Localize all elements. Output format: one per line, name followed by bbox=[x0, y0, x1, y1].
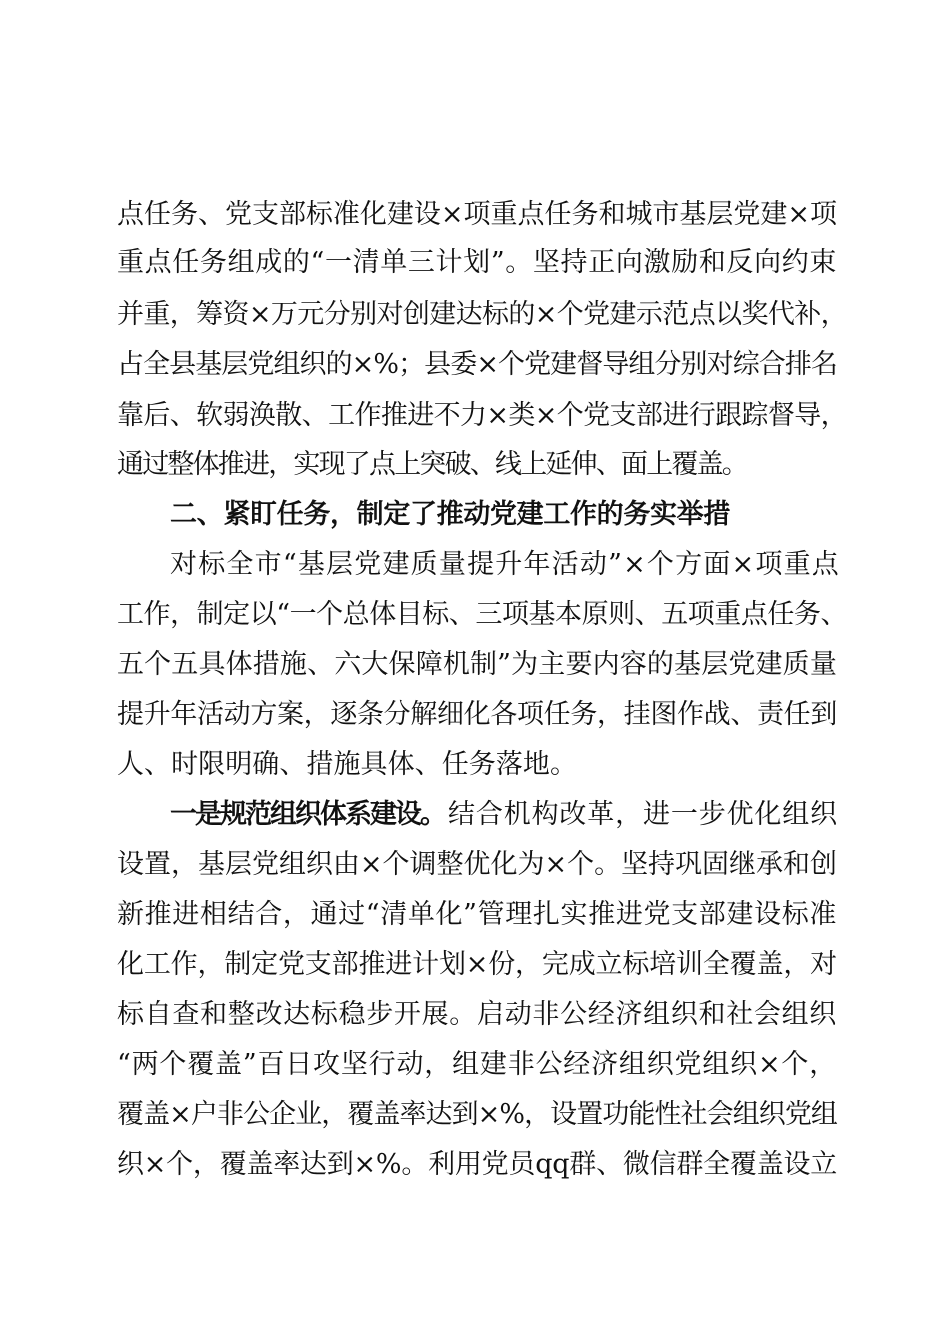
paragraph-line: 覆盖×户非公企业，覆盖率达到×%，设置功能性社会组织党组 bbox=[117, 1099, 837, 1130]
paragraph-line: 工作，制定以“一个总体目标、三项基本原则、五项重点任务、 bbox=[117, 599, 847, 630]
paragraph-line: 结合机构改革，进一步优化组织 bbox=[448, 799, 838, 830]
paragraph-line: 通过整体推进，实现了点上突破、线上延伸、面上覆盖。 bbox=[117, 449, 747, 480]
paragraph-line: 人、时限明确、措施具体、任务落地。 bbox=[117, 749, 577, 780]
paragraph-line: 新推进相结合，通过“清单化”管理扎实推进党支部建设标准 bbox=[117, 899, 837, 930]
paragraph-line: 五个五具体措施、六大保障机制”为主要内容的基层党建质量 bbox=[117, 649, 837, 680]
paragraph-line: 点任务、党支部标准化建设×项重点任务和城市基层党建×项 bbox=[117, 199, 837, 230]
paragraph-line: 占全县基层党组织的×%；县委×个党建督导组分别对综合排名 bbox=[117, 349, 837, 380]
paragraph-line: 靠后、软弱涣散、工作推进不力×类×个党支部进行跟踪督导， bbox=[117, 400, 847, 431]
paragraph-line: “两个覆盖”百日攻坚行动，组建非公经济组织党组织×个， bbox=[117, 1049, 837, 1080]
paragraph-line: 织×个，覆盖率达到×%。利用党员qq群、微信群全覆盖设立 bbox=[117, 1149, 837, 1180]
subsection-lead: 一是规范组织体系建设。 bbox=[170, 799, 445, 830]
paragraph-line: 重点任务组成的“一清单三计划”。坚持正向激励和反向约束 bbox=[117, 247, 837, 278]
paragraph-line: 化工作，制定党支部推进计划×份，完成立标培训全覆盖，对 bbox=[117, 949, 837, 980]
paragraph-line: 提升年活动方案，逐条分解细化各项任务，挂图作战、责任到 bbox=[117, 699, 837, 730]
paragraph-line: 并重，筹资×万元分别对创建达标的×个党建示范点以奖代补， bbox=[117, 299, 847, 330]
paragraph-line: 设置，基层党组织由×个调整优化为×个。坚持巩固继承和创 bbox=[117, 849, 837, 880]
paragraph-line: 标自查和整改达标稳步开展。启动非公经济组织和社会组织 bbox=[117, 999, 837, 1030]
paragraph-line: 对标全市“基层党建质量提升年活动”×个方面×项重点 bbox=[170, 549, 840, 580]
section-heading: 二、紧盯任务，制定了推动党建工作的务实举措 bbox=[170, 499, 730, 530]
